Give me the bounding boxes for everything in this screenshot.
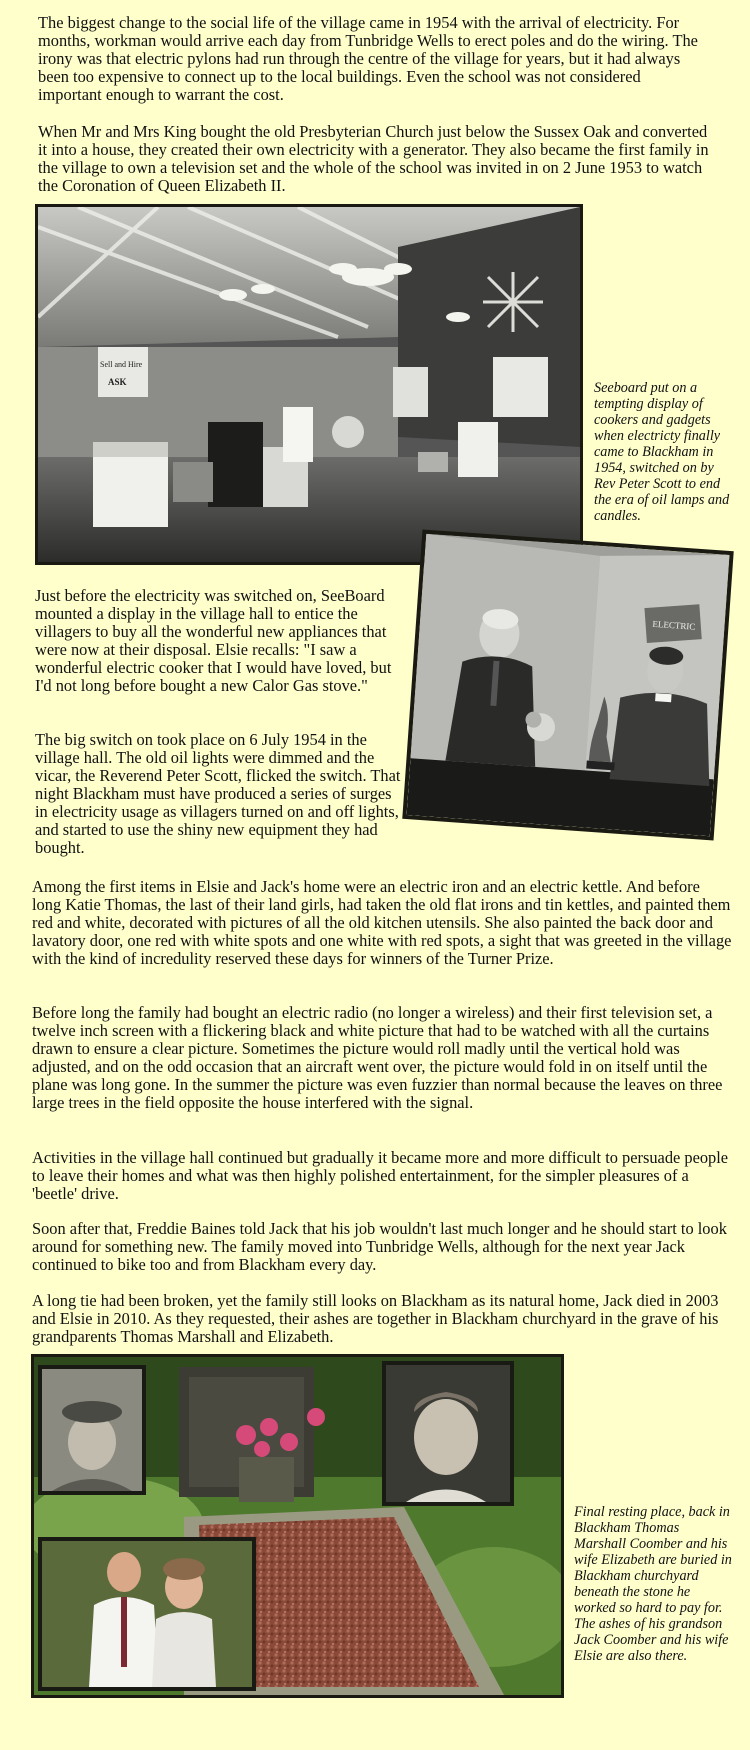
seeboard-display-paragraph: Just before the electricity was switched on, SeeBoard mounted a display in the village hall to entice the villagers to buy all the wonderful new appliances that were now at their disposal. Elsie recalls: "I saw a wonderful electric cooker that I would have loved, but I'd not long before bought a new Calor Gas stove." — [35, 586, 392, 695]
first-items-paragraph: Among the first items in Elsie and Jack's home were an electric iron and an electric kettle. And before long Katie Thomas, the last of their land girls, had taken the old flat irons and tin kettles, and painted them red and white, decorated with pictures of all the old kitchen utensils. She also painted the back door and lavatory door, one red with white spots and one white with red spots, a sight that was greeted in the village with the kind of incredulity reserved these days for winners of the Turner Prize. — [32, 877, 732, 968]
grave-collage-photo — [31, 1354, 564, 1698]
switch-on-paragraph: The big switch on took place on 6 July 1954 in the village hall. The old oil lights were dimmed and the vicar, the Reverend Peter Scott, flicked the switch. That night Blackham must have produced a series of surges in electricity usage as villagers turned on and off lights, and started to use the shiny new equipment they had bought. — [35, 730, 401, 857]
television-paragraph: Before long the family had bought an electric radio (no longer a wireless) and their first television set, a twelve inch screen with a flickering black and white picture that had to be watched with all the curtains drawn to ensure a clear picture. Sometimes the picture would roll madly until the vertical hold was adjusted, and on the odd occasion that an aircraft went over, the picture would fold in on itself until the plane was long gone. In the summer the picture was even fuzzier than normal because the leaves on three large trees in the field opposite the house interfered with the signal. — [32, 1003, 723, 1112]
king-family-paragraph: When Mr and Mrs King bought the old Presbyterian Church just below the Sussex Oak and converted it into a house, they created their own electricity with a generator. They also became the first family in the village to own a television set and the whole of the school was invited in on 2 June 1953 to watch the Coronation of Queen Elizabeth II. — [38, 122, 709, 195]
seeboard-display-photo — [35, 204, 583, 565]
village-hall-paragraph: Activities in the village hall continued but gradually it became more and more difficult to persuade people to leave their homes and what was then highly polished entertainment, for the simpler pleasures of a 'beetle' drive. — [32, 1148, 729, 1203]
long-tie-paragraph: A long tie had been broken, yet the family still looks on Blackham as its natural home, Jack died in 2003 and Elsie in 2010. As they requested, their ashes are together in Blackham churchyard in the grave of his grandparents Thomas Marshall and Elizabeth. — [32, 1291, 719, 1346]
seeboard-caption: Seeboard put on a tempting display of cookers and gadgets when electricty finally came to Blackham in 1954, switched on by Rev Peter Scott to end the era of oil lamps and candles. — [594, 380, 730, 524]
switch-sign-text: ELECTRIC — [652, 618, 696, 632]
hall-sign-text: Sell and Hire — [100, 360, 143, 369]
job-paragraph: Soon after that, Freddie Baines told Jack that his job wouldn't last much longer and he should start to look around for something new. The family moved into Tunbridge Wells, although for the next year Jack continued to bike too and from Blackham every day. — [32, 1219, 727, 1274]
hall-sign-ask: ASK — [108, 377, 127, 387]
resting-place-caption: Final resting place, back in Blackham Thomas Marshall Coomber and his wife Elizabeth are buried in Blackham churchyard beneath the stone he worked so hard to pay for. The ashes of his grandson Jack Coomber and his wife Elsie are also there. — [574, 1504, 732, 1664]
intro-paragraph: The biggest change to the social life of the village came in 1954 with the arrival of electricity. For months, workman would arrive each day from Tunbridge Wells to erect poles and do the wiring. The irony was that electric pylons had run through the centre of the village for years, but it had always been too expensive to connect up to the local buildings. Even the school was not considered important enough to warrant the cost. — [38, 13, 698, 104]
switch-on-photo — [402, 529, 733, 840]
